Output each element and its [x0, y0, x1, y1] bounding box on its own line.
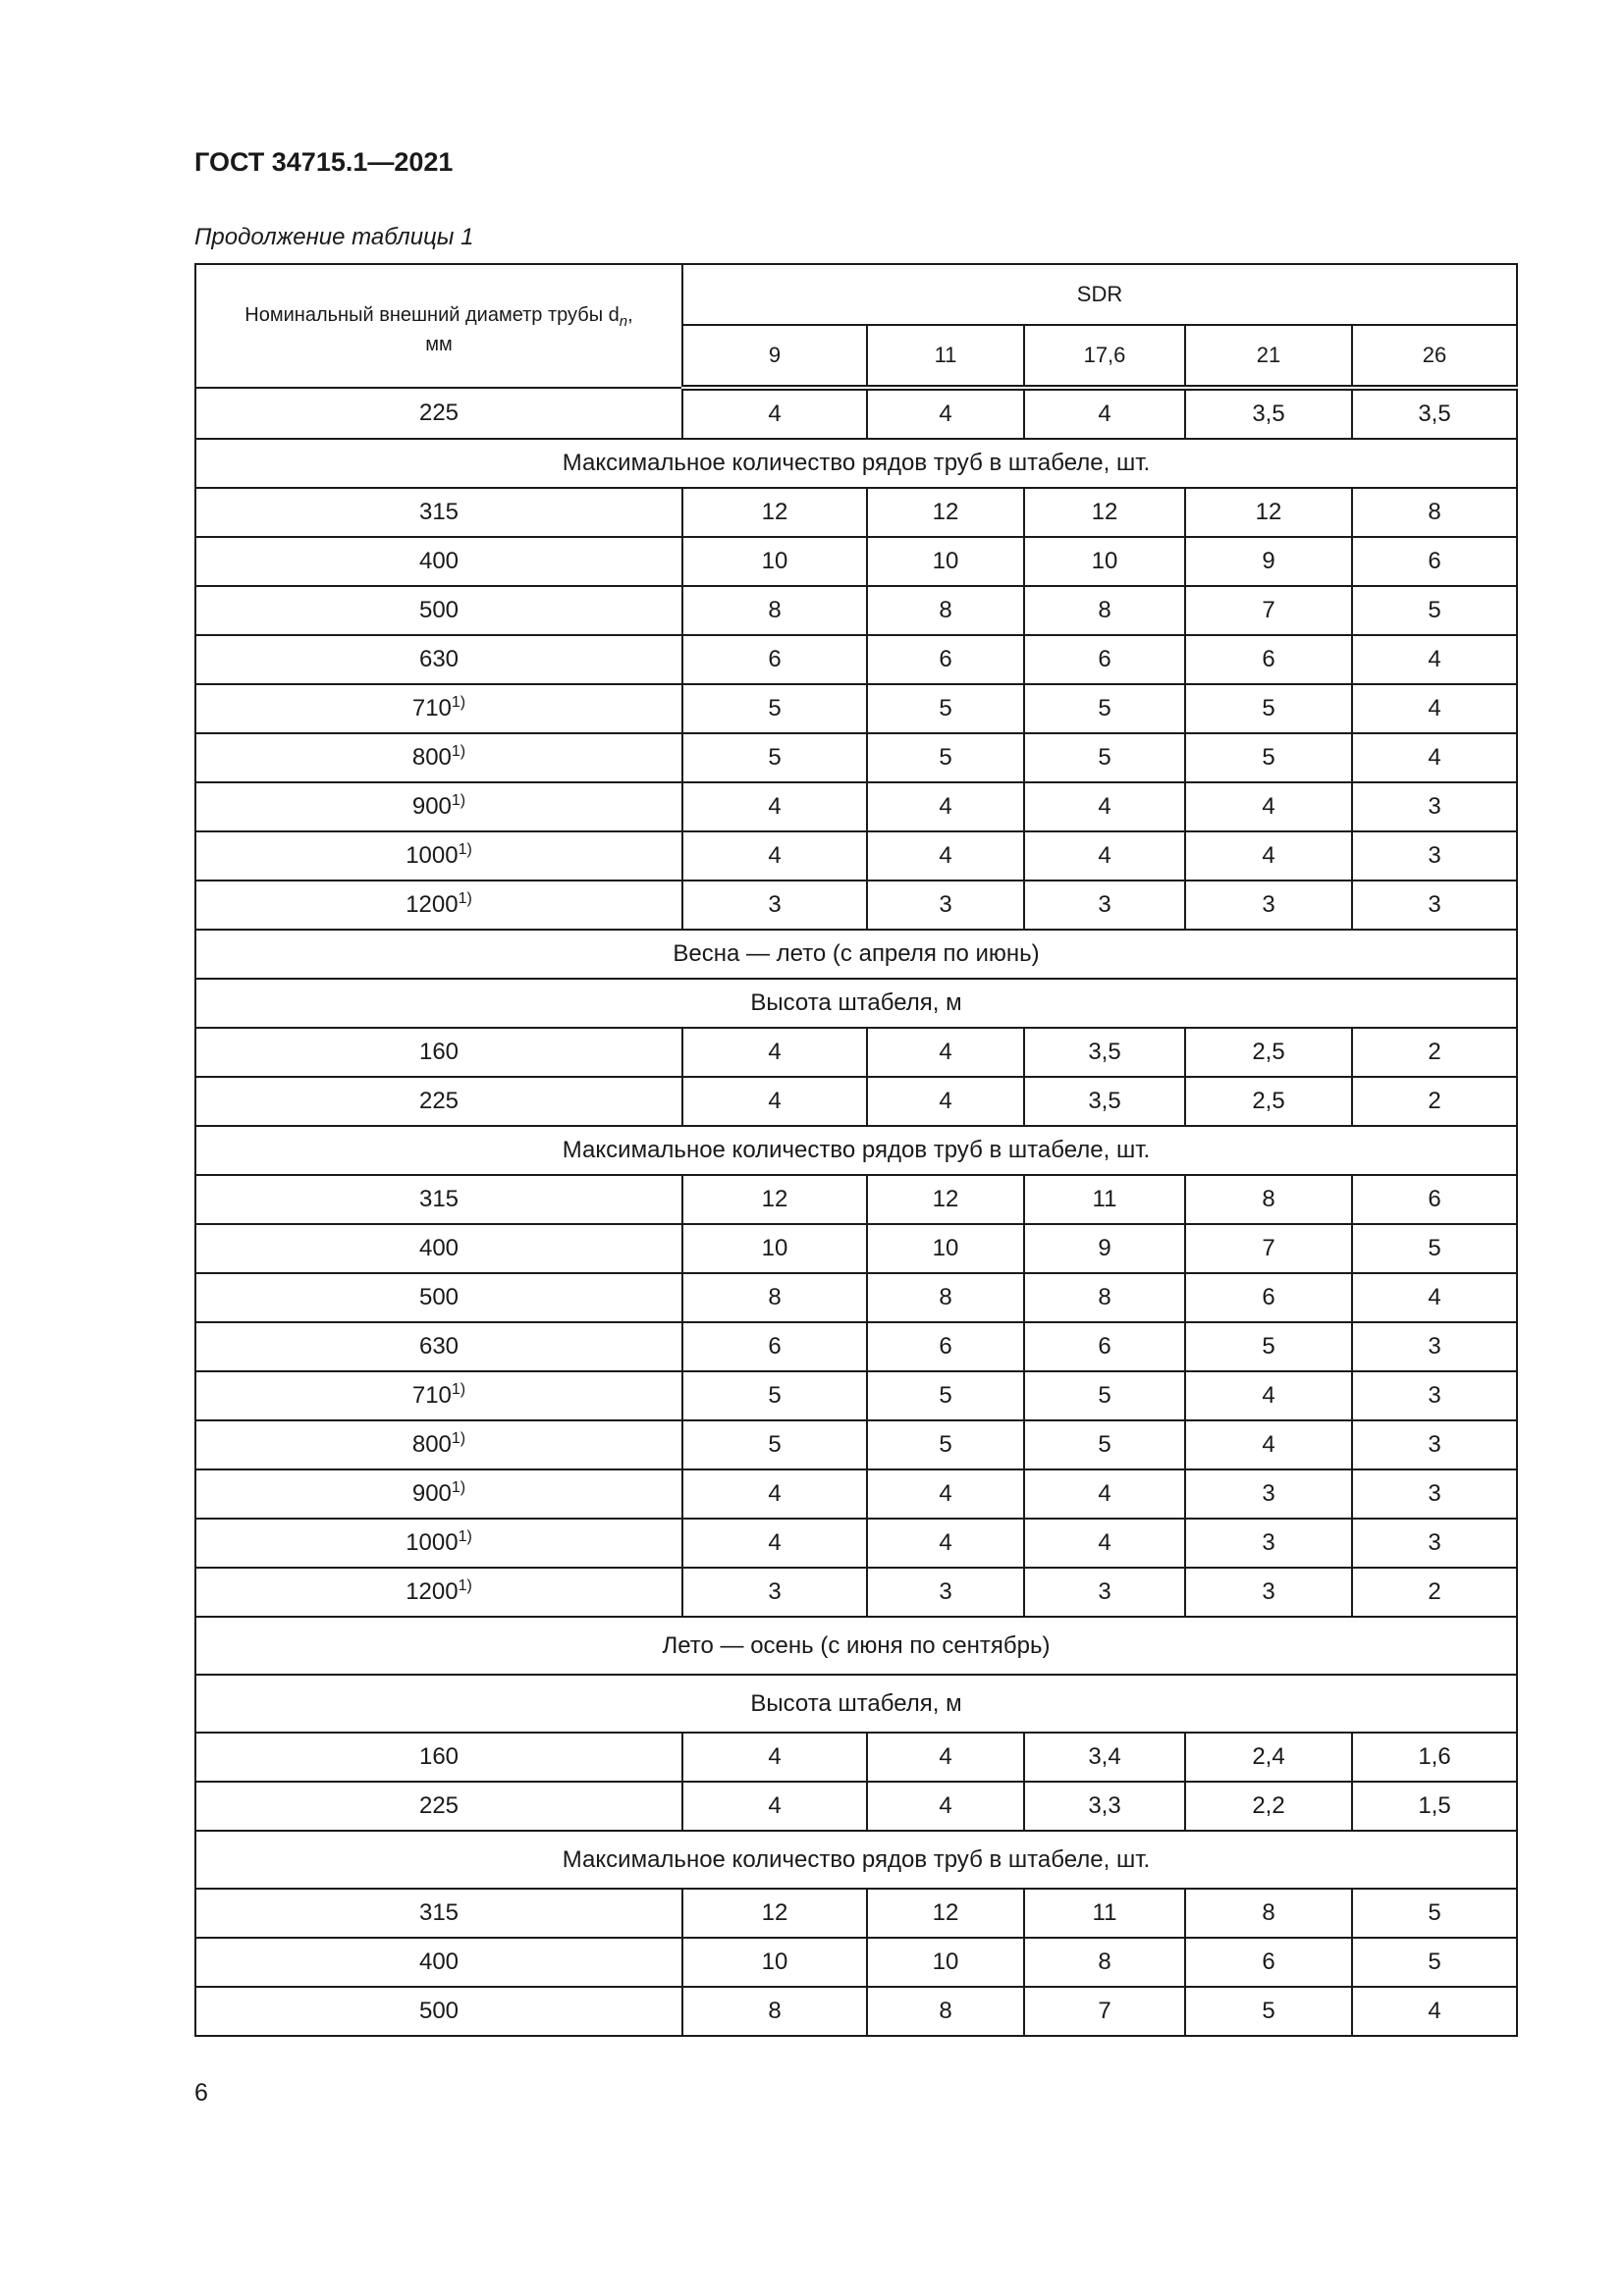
table-row: [195, 1224, 1517, 1273]
diameter-cell: [195, 831, 682, 881]
value-cell: 3: [1352, 1469, 1517, 1519]
header-diameter-label: Номинальный внешний диаметр трубы d: [244, 304, 620, 326]
header-sdr-value: 17,6: [1024, 325, 1185, 388]
value-cell: 10: [867, 1938, 1024, 1987]
value-cell: 4: [867, 782, 1024, 831]
section-row: [195, 1126, 1517, 1175]
value-cell: 9: [1024, 1224, 1185, 1273]
value-cell: 9: [1185, 537, 1352, 586]
value-cell: 4: [867, 1469, 1024, 1519]
value-cell: 1,5: [1352, 1782, 1517, 1831]
value-cell: 3: [1024, 1568, 1185, 1617]
footnote-marker: 1): [451, 694, 466, 711]
value-cell: 4: [682, 1469, 867, 1519]
diameter-cell: [195, 488, 682, 537]
value-cell: 5: [1352, 1889, 1517, 1938]
section-heading: Лето — осень (с июня по сентябрь): [195, 1617, 1517, 1675]
value-cell: 4: [682, 388, 867, 439]
value-cell: 6: [682, 635, 867, 684]
diameter-value: 225: [418, 400, 460, 426]
value-cell: 5: [682, 1420, 867, 1469]
value-cell: 7: [1024, 1987, 1185, 2036]
value-cell: 8: [682, 586, 867, 635]
value-cell: 4: [867, 1077, 1024, 1126]
value-cell: 5: [682, 684, 867, 733]
table-row: [195, 733, 1517, 782]
section-row: [195, 1831, 1517, 1889]
value-cell: 4: [1185, 1420, 1352, 1469]
diameter-cell: [195, 586, 682, 635]
value-cell: 4: [1185, 831, 1352, 881]
table-row: [195, 1519, 1517, 1568]
table-body: [195, 388, 1517, 2036]
table-row: [195, 1371, 1517, 1420]
value-cell: 5: [867, 1420, 1024, 1469]
table-row: [195, 537, 1517, 586]
header-sdr-value: 9: [682, 325, 867, 388]
value-cell: 3,4: [1024, 1733, 1185, 1782]
value-cell: 4: [867, 1782, 1024, 1831]
table-row: [195, 1469, 1517, 1519]
value-cell: 4: [682, 1519, 867, 1568]
diameter-value: 400: [418, 1235, 460, 1261]
value-cell: 8: [1024, 586, 1185, 635]
value-cell: 4: [682, 782, 867, 831]
value-cell: 3: [682, 1568, 867, 1617]
value-cell: 10: [1024, 537, 1185, 586]
section-row: [195, 1617, 1517, 1675]
diameter-cell: [195, 1938, 682, 1987]
diameter-value: 710: [411, 695, 452, 721]
value-cell: 8: [1024, 1938, 1185, 1987]
table-row: [195, 1889, 1517, 1938]
section-heading: Высота штабеля, м: [195, 979, 1517, 1028]
value-cell: 8: [867, 1987, 1024, 2036]
value-cell: 5: [1185, 1322, 1352, 1371]
value-cell: 2: [1352, 1568, 1517, 1617]
value-cell: 3: [1352, 782, 1517, 831]
footnote-marker: 1): [458, 841, 472, 858]
value-cell: 10: [867, 537, 1024, 586]
value-cell: 10: [682, 1938, 867, 1987]
value-cell: 3,5: [1352, 388, 1517, 439]
diameter-value: 1200: [406, 891, 459, 918]
diameter-cell: [195, 1273, 682, 1322]
value-cell: 4: [1185, 782, 1352, 831]
value-cell: 12: [682, 488, 867, 537]
diameter-cell: [195, 1782, 682, 1831]
value-cell: 12: [867, 1175, 1024, 1224]
value-cell: 5: [682, 733, 867, 782]
diameter-value: 225: [418, 1792, 460, 1819]
value-cell: 7: [1185, 586, 1352, 635]
value-cell: 3: [867, 1568, 1024, 1617]
value-cell: 11: [1024, 1889, 1185, 1938]
section-row: [195, 979, 1517, 1028]
diameter-value: 710: [411, 1382, 452, 1409]
footnote-marker: 1): [458, 890, 472, 907]
header-sdr: SDR: [682, 264, 1517, 325]
value-cell: 8: [1352, 488, 1517, 537]
diameter-cell: [195, 782, 682, 831]
diameter-cell: [195, 1733, 682, 1782]
section-row: [195, 439, 1517, 488]
value-cell: 3: [1185, 1519, 1352, 1568]
diameter-cell: [195, 1175, 682, 1224]
value-cell: 4: [867, 831, 1024, 881]
table-row: [195, 881, 1517, 930]
value-cell: 3,5: [1024, 1077, 1185, 1126]
value-cell: 3: [1185, 1568, 1352, 1617]
diameter-cell: [195, 1568, 682, 1617]
value-cell: 4: [1352, 684, 1517, 733]
footnote-marker: 1): [458, 1528, 472, 1545]
value-cell: 6: [1185, 1273, 1352, 1322]
page-number: 6: [194, 2079, 208, 2107]
diameter-value: 630: [418, 1333, 460, 1360]
table-row: [195, 1420, 1517, 1469]
value-cell: 12: [682, 1175, 867, 1224]
diameter-cell: [195, 1519, 682, 1568]
value-cell: 2,4: [1185, 1733, 1352, 1782]
header-sdr-value: 26: [1352, 325, 1517, 388]
table-row: [195, 1782, 1517, 1831]
value-cell: 3: [1185, 881, 1352, 930]
section-row: [195, 1675, 1517, 1733]
diameter-value: 315: [418, 1186, 460, 1212]
value-cell: 3: [1352, 1371, 1517, 1420]
value-cell: 1,6: [1352, 1733, 1517, 1782]
value-cell: 3: [1352, 1519, 1517, 1568]
section-heading: Весна — лето (с апреля по июнь): [195, 930, 1517, 979]
value-cell: 12: [1185, 488, 1352, 537]
diameter-value: 1000: [406, 1529, 459, 1556]
diameter-cell: [195, 1322, 682, 1371]
value-cell: 6: [682, 1322, 867, 1371]
value-cell: 4: [867, 1028, 1024, 1077]
value-cell: 5: [1024, 1371, 1185, 1420]
value-cell: 3: [682, 881, 867, 930]
value-cell: 4: [682, 1077, 867, 1126]
value-cell: 4: [1024, 1469, 1185, 1519]
diameter-cell: [195, 733, 682, 782]
value-cell: 5: [867, 684, 1024, 733]
value-cell: 4: [1024, 1519, 1185, 1568]
section-heading: Максимальное количество рядов труб в штабеле, шт.: [195, 439, 1517, 488]
diameter-value: 400: [418, 548, 460, 574]
diameter-value: 900: [411, 793, 452, 820]
header-diameter: Номинальный внешний диаметр трубы $d_n$, мм: [195, 264, 682, 388]
value-cell: 8: [682, 1987, 867, 2036]
value-cell: 3: [1024, 881, 1185, 930]
section-heading: Максимальное количество рядов труб в штабеле, шт.: [195, 1126, 1517, 1175]
table-row: [195, 635, 1517, 684]
diameter-value: 315: [418, 1899, 460, 1926]
diameter-value: 500: [418, 597, 460, 623]
diameter-value: 500: [418, 1998, 460, 2024]
value-cell: 5: [867, 733, 1024, 782]
value-cell: 4: [867, 1733, 1024, 1782]
value-cell: 2: [1352, 1028, 1517, 1077]
value-cell: 5: [1185, 1987, 1352, 2036]
diameter-value: 1000: [406, 842, 459, 869]
value-cell: 3: [1185, 1469, 1352, 1519]
diameter-cell: [195, 1987, 682, 2036]
value-cell: 2,5: [1185, 1028, 1352, 1077]
diameter-value: 800: [411, 1431, 452, 1458]
value-cell: 6: [1185, 1938, 1352, 1987]
value-cell: 5: [1024, 733, 1185, 782]
table-row: [195, 1568, 1517, 1617]
table-row: [195, 782, 1517, 831]
data-table: [194, 263, 1518, 2037]
value-cell: 8: [1185, 1175, 1352, 1224]
value-cell: 4: [867, 1519, 1024, 1568]
value-cell: 4: [1352, 635, 1517, 684]
diameter-cell: [195, 684, 682, 733]
value-cell: 5: [1024, 1420, 1185, 1469]
value-cell: 7: [1185, 1224, 1352, 1273]
diameter-cell: [195, 537, 682, 586]
value-cell: 12: [682, 1889, 867, 1938]
value-cell: 8: [867, 1273, 1024, 1322]
diameter-cell: [195, 881, 682, 930]
value-cell: 3: [1352, 831, 1517, 881]
section-row: [195, 930, 1517, 979]
value-cell: 4: [1185, 1371, 1352, 1420]
value-cell: 5: [1352, 586, 1517, 635]
diameter-cell: [195, 1371, 682, 1420]
value-cell: 4: [682, 831, 867, 881]
footnote-marker: 1): [451, 743, 466, 760]
section-heading: Максимальное количество рядов труб в штабеле, шт.: [195, 1831, 1517, 1889]
value-cell: 4: [1024, 388, 1185, 439]
value-cell: 12: [867, 1889, 1024, 1938]
diameter-cell: [195, 1224, 682, 1273]
value-cell: 3,5: [1024, 1028, 1185, 1077]
table-row: [195, 1322, 1517, 1371]
value-cell: 6: [1024, 635, 1185, 684]
diameter-value: 500: [418, 1284, 460, 1310]
diameter-cell: [195, 635, 682, 684]
table-row: [195, 684, 1517, 733]
value-cell: 3: [1352, 1420, 1517, 1469]
value-cell: 12: [867, 488, 1024, 537]
footnote-marker: 1): [451, 1479, 466, 1496]
diameter-cell: [195, 1077, 682, 1126]
value-cell: 5: [1024, 684, 1185, 733]
header-sdr-value: 11: [867, 325, 1024, 388]
table-row: [195, 1733, 1517, 1782]
diameter-cell: [195, 1420, 682, 1469]
value-cell: 6: [1352, 1175, 1517, 1224]
value-cell: 5: [867, 1371, 1024, 1420]
table-row: [195, 1175, 1517, 1224]
header-diameter-unit: мм: [425, 334, 453, 355]
value-cell: 4: [1024, 831, 1185, 881]
value-cell: 3: [867, 881, 1024, 930]
table-row: [195, 586, 1517, 635]
value-cell: 4: [1352, 1273, 1517, 1322]
value-cell: 6: [1024, 1322, 1185, 1371]
value-cell: 5: [682, 1371, 867, 1420]
value-cell: 8: [682, 1273, 867, 1322]
value-cell: 4: [1352, 733, 1517, 782]
value-cell: 6: [867, 1322, 1024, 1371]
value-cell: 2: [1352, 1077, 1517, 1126]
table-row: [195, 488, 1517, 537]
value-cell: 4: [682, 1028, 867, 1077]
value-cell: 2,5: [1185, 1077, 1352, 1126]
section-heading: Высота штабеля, м: [195, 1675, 1517, 1733]
diameter-cell: [195, 1028, 682, 1077]
value-cell: 8: [867, 586, 1024, 635]
table-row: [195, 831, 1517, 881]
diameter-value: 900: [411, 1480, 452, 1507]
table-row: [195, 388, 1517, 439]
document-code: ГОСТ 34715.1—2021: [194, 147, 454, 177]
diameter-value: 400: [418, 1949, 460, 1975]
value-cell: 5: [1352, 1938, 1517, 1987]
table-row: [195, 1987, 1517, 2036]
value-cell: 3: [1352, 1322, 1517, 1371]
diameter-value: 630: [418, 646, 460, 672]
diameter-value: 160: [418, 1743, 460, 1770]
value-cell: 2,2: [1185, 1782, 1352, 1831]
value-cell: 4: [1024, 782, 1185, 831]
value-cell: 3,5: [1185, 388, 1352, 439]
diameter-value: 225: [418, 1088, 460, 1114]
value-cell: 4: [867, 388, 1024, 439]
footnote-marker: 1): [451, 792, 466, 809]
table-caption: Продолжение таблицы 1: [194, 224, 474, 250]
value-cell: 8: [1024, 1273, 1185, 1322]
diameter-cell: [195, 1469, 682, 1519]
value-cell: 5: [1185, 733, 1352, 782]
value-cell: 3: [1352, 881, 1517, 930]
value-cell: 11: [1024, 1175, 1185, 1224]
value-cell: 4: [1352, 1987, 1517, 2036]
diameter-cell: [195, 1889, 682, 1938]
table-row: [195, 1273, 1517, 1322]
footnote-marker: 1): [451, 1430, 466, 1447]
header-sdr-value: 21: [1185, 325, 1352, 388]
table-row: [195, 1028, 1517, 1077]
footnote-marker: 1): [451, 1381, 466, 1398]
diameter-value: 1200: [406, 1578, 459, 1605]
value-cell: 6: [1185, 635, 1352, 684]
value-cell: 4: [682, 1782, 867, 1831]
value-cell: 8: [1185, 1889, 1352, 1938]
table-row: [195, 1938, 1517, 1987]
value-cell: 10: [682, 537, 867, 586]
table-row: [195, 1077, 1517, 1126]
value-cell: 4: [682, 1733, 867, 1782]
value-cell: 10: [867, 1224, 1024, 1273]
value-cell: 3,3: [1024, 1782, 1185, 1831]
value-cell: 6: [1352, 537, 1517, 586]
value-cell: 10: [682, 1224, 867, 1273]
header-diameter-subscript: n: [619, 313, 628, 330]
diameter-value: 800: [411, 744, 452, 771]
footnote-marker: 1): [458, 1577, 472, 1594]
value-cell: 12: [1024, 488, 1185, 537]
diameter-value: 315: [418, 499, 460, 525]
diameter-cell: [195, 388, 682, 439]
value-cell: 5: [1352, 1224, 1517, 1273]
value-cell: 6: [867, 635, 1024, 684]
value-cell: 5: [1185, 684, 1352, 733]
diameter-value: 160: [418, 1039, 460, 1065]
